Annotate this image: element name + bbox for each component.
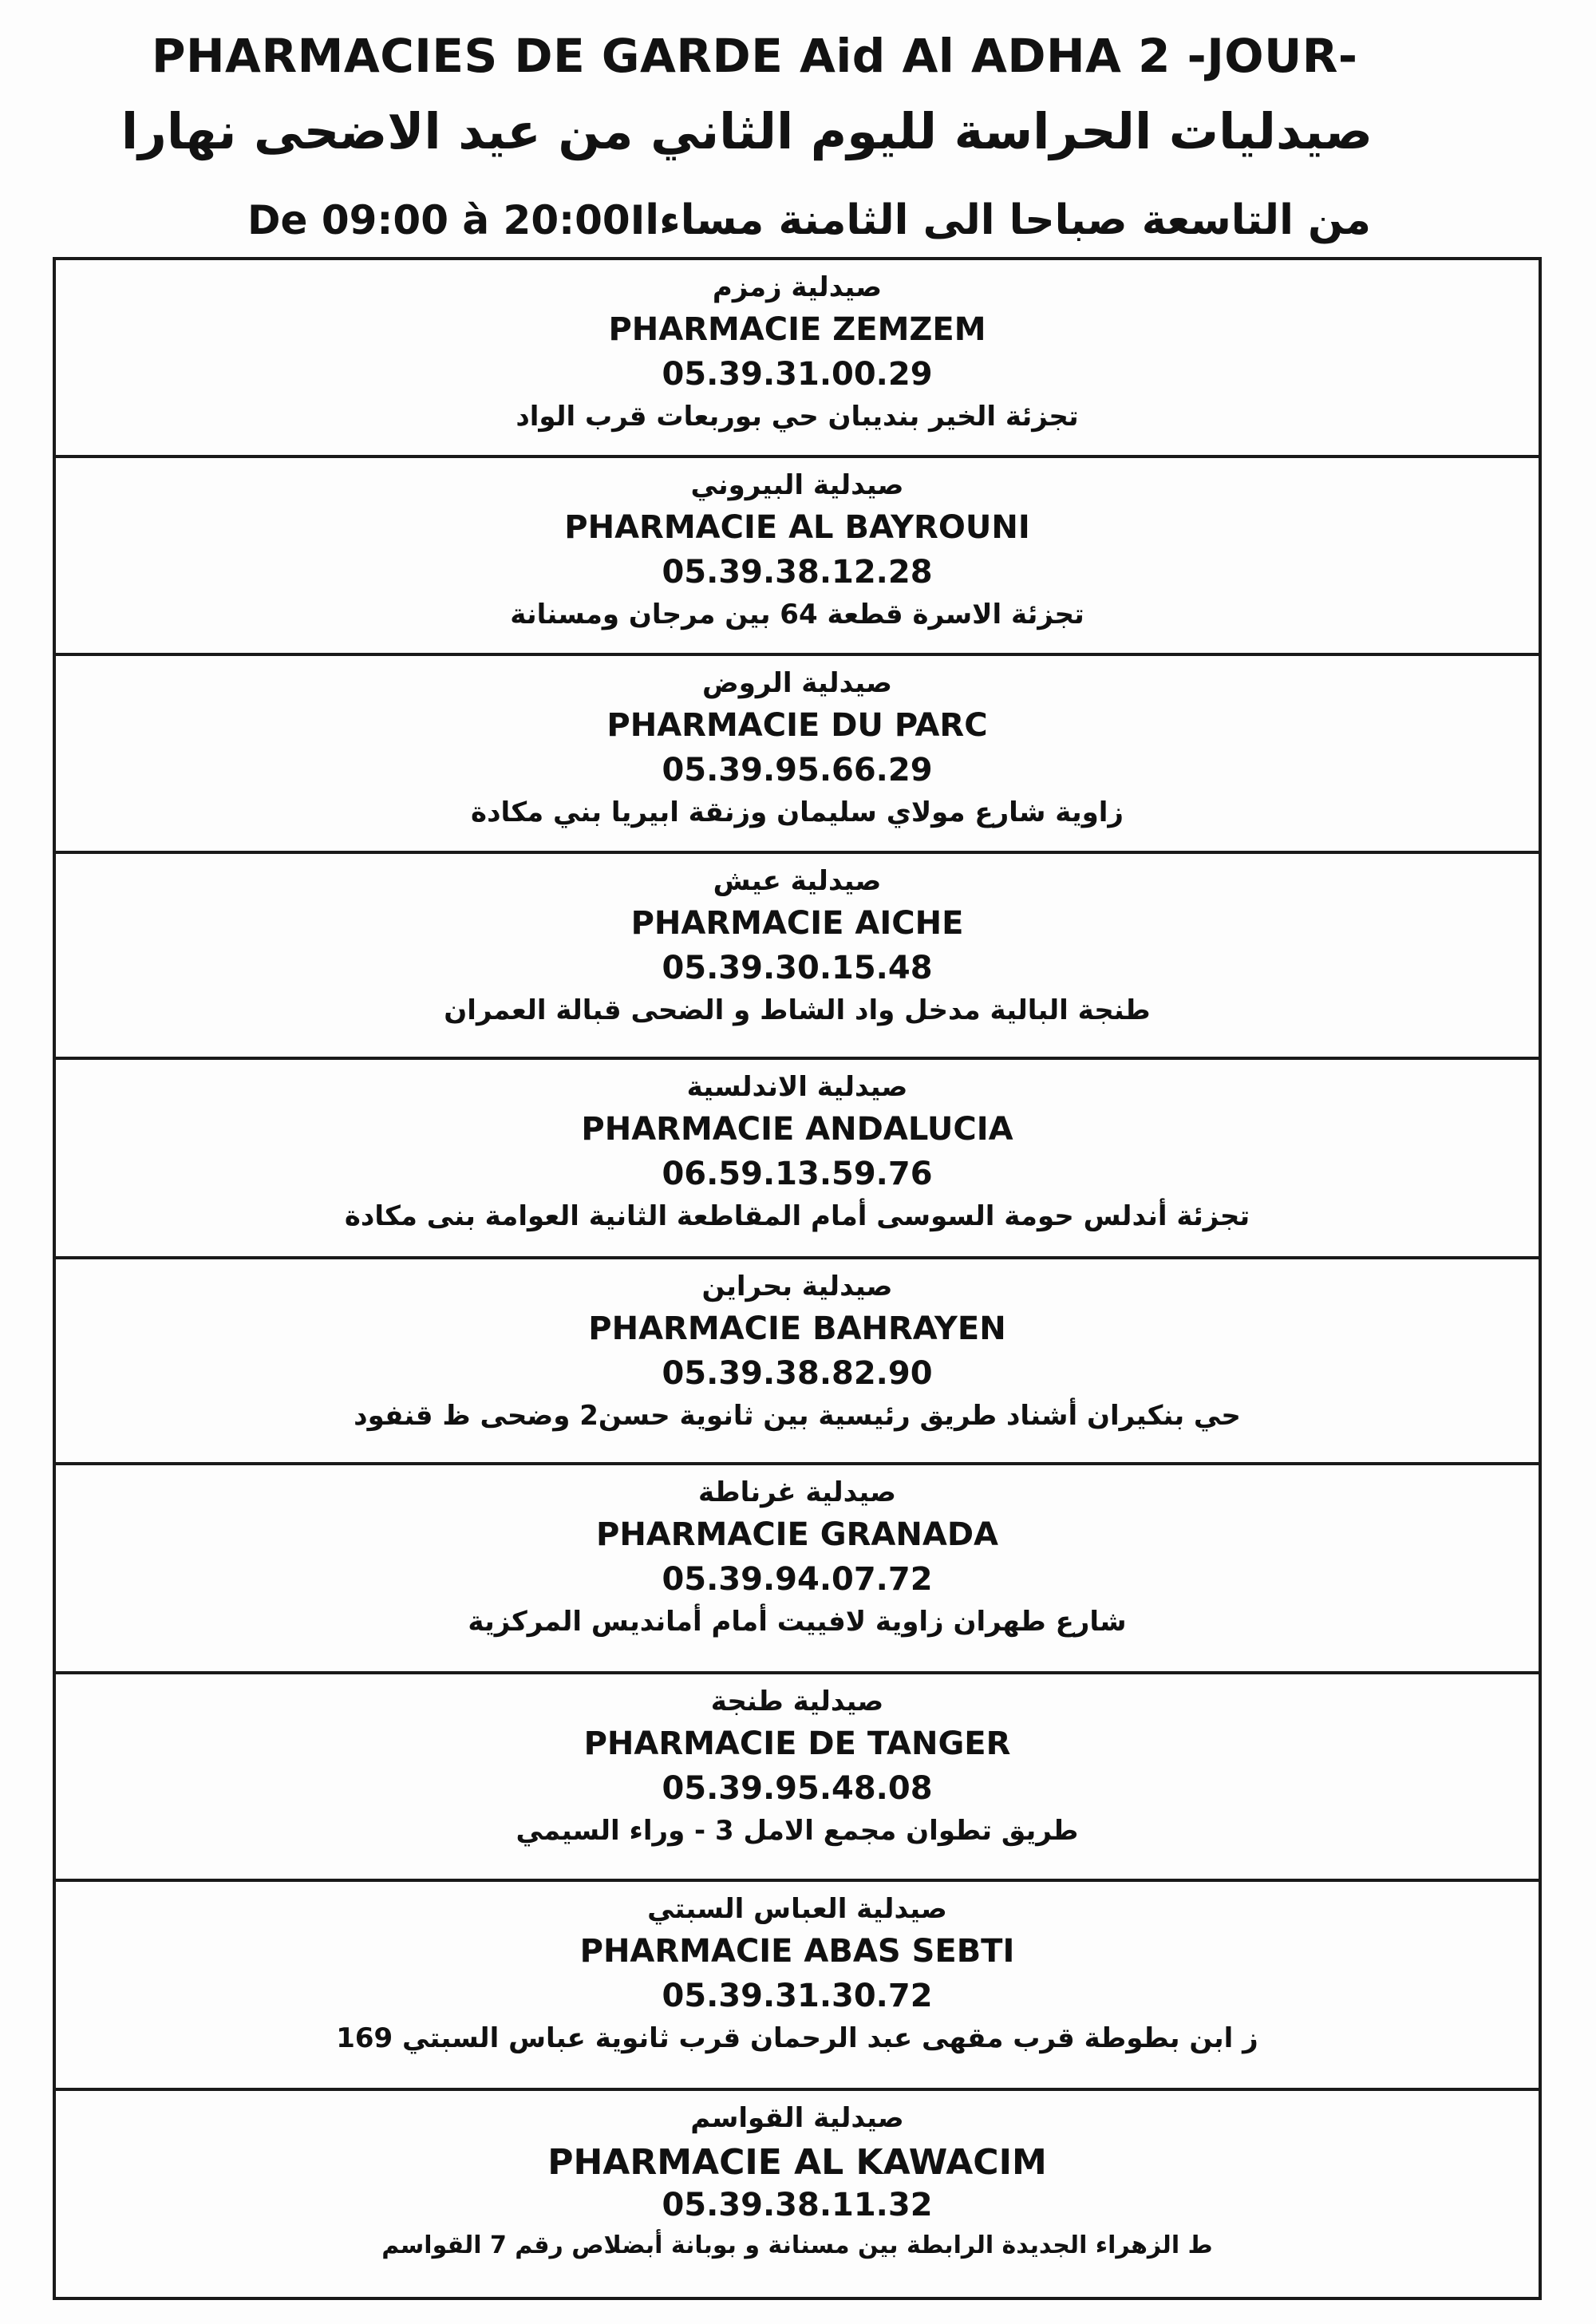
pharmacy-name: PHARMACIE BAHRAYEN <box>588 1310 1006 1347</box>
pharmacy-entry <box>56 656 1539 854</box>
pharmacy-name-arabic: صيدلية عيش <box>713 865 882 897</box>
pharmacy-phone: 05.39.38.82.90 <box>662 1355 933 1392</box>
pharmacies-table <box>53 257 1542 2300</box>
pharmacy-entry <box>56 854 1539 1060</box>
pharmacy-entry <box>56 458 1539 656</box>
pharmacy-address: حي بنكيران أشناد طريق رئيسية بين ثانوية حسن2 وضحى ظ قنفود <box>354 1400 1241 1432</box>
pharmacy-address: تجزئة أندلس حومة السوسى أمام المقاطعة الثانية العوامة بنى مكادة <box>344 1200 1250 1232</box>
pharmacy-address: تجزئة الاسرة قطعة 64 بين مرجان ومسنانة <box>510 599 1084 630</box>
pharmacy-name: PHARMACIE GRANADA <box>596 1516 998 1553</box>
pharmacy-name: PHARMACIE DE TANGER <box>583 1725 1011 1762</box>
pharmacy-name-arabic: صيدلية بحراين <box>701 1271 893 1302</box>
pharmacy-name-arabic: صيدلية العباس السبتي <box>647 1893 947 1925</box>
pharmacy-address: تجزئة الخير بنديبان حي بوربعات قرب الواد <box>516 401 1079 433</box>
pharmacy-phone: 05.39.95.66.29 <box>662 752 933 788</box>
pharmacy-name-arabic: صيدلية زمزم <box>712 271 883 303</box>
page-title: PHARMACIES DE GARDE Aid Al ADHA 2 -JOUR- <box>152 29 1358 83</box>
pharmacy-name: PHARMACIE ZEMZEM <box>608 311 986 348</box>
pharmacy-phone: 05.39.31.30.72 <box>662 1978 933 2014</box>
pharmacy-phone: 05.39.38.11.32 <box>662 2187 933 2223</box>
hours-arabic: من التاسعة صباحا الى الثامنة مساءا <box>645 196 1371 244</box>
pharmacy-name-arabic: صيدلية البيروني <box>690 469 904 501</box>
pharmacy-entry <box>56 1465 1539 1674</box>
pharmacy-name-arabic: صيدلية طنجة <box>710 1686 884 1717</box>
hours-french: De 09:00 à 20:00 <box>247 197 630 243</box>
pharmacy-name-arabic: صيدلية الروض <box>702 667 892 699</box>
pharmacy-name-arabic: صيدلية الاندلسية <box>686 1071 908 1103</box>
pharmacy-entry <box>56 1060 1539 1259</box>
pharmacy-name: PHARMACIE AL BAYROUNI <box>564 509 1030 546</box>
pharmacy-address: ز ابن بطوطة قرب مقهى عبد الرحمان قرب ثانوية عباس السبتي 169 <box>336 2022 1258 2054</box>
pharmacy-address: طريق تطوان مجمع الامل 3 - وراء السيمي <box>516 1815 1079 1847</box>
pharmacy-address: زاوية شارع مولاي سليمان وزنقة ابيريا بني مكادة <box>471 796 1124 828</box>
pharmacy-address: شارع طهران زاوية لافييت أمام أمانديس المركزية <box>468 1606 1127 1638</box>
pharmacy-entry <box>56 2091 1539 2297</box>
pharmacy-name: PHARMACIE ANDALUCIA <box>581 1111 1013 1148</box>
pharmacy-name-arabic: صيدلية غرناطة <box>697 1476 897 1508</box>
pharmacy-name: PHARMACIE ABAS SEBTI <box>579 1933 1015 1970</box>
pharmacy-phone: 06.59.13.59.76 <box>662 1156 933 1192</box>
pharmacy-phone: 05.39.38.12.28 <box>662 554 933 591</box>
pharmacy-entry <box>56 1259 1539 1465</box>
pharmacy-name: PHARMACIE DU PARC <box>606 707 988 744</box>
pharmacy-name: PHARMACIE AL KAWACIM <box>547 2142 1047 2183</box>
page-subtitle-arabic: صيدليات الحراسة لليوم الثاني من عيد الاضحى نهارا <box>120 102 1373 160</box>
pharmacy-phone: 05.39.94.07.72 <box>662 1561 933 1598</box>
pharmacy-phone: 05.39.31.00.29 <box>662 356 933 393</box>
pharmacy-name-arabic: صيدلية القواسم <box>690 2102 904 2134</box>
pharmacy-address: ط الزهراء الجديدة الرابطة بين مسنانة و بوبانة أبضلاص رقم 7 القواسم <box>381 2231 1213 2259</box>
pharmacy-address: طنجة البالية مدخل واد الشاط و الضحى قبالة العمران <box>444 994 1151 1026</box>
pharmacy-phone: 05.39.30.15.48 <box>662 950 933 986</box>
pharmacy-name: PHARMACIE AICHE <box>630 905 964 942</box>
opening-hours <box>247 196 1371 244</box>
pharmacy-entry <box>56 1674 1539 1882</box>
pharmacy-phone: 05.39.95.48.08 <box>662 1770 933 1807</box>
pharmacy-entry <box>56 260 1539 458</box>
pharmacy-entry <box>56 1882 1539 2091</box>
hours-separator: I <box>630 197 646 243</box>
